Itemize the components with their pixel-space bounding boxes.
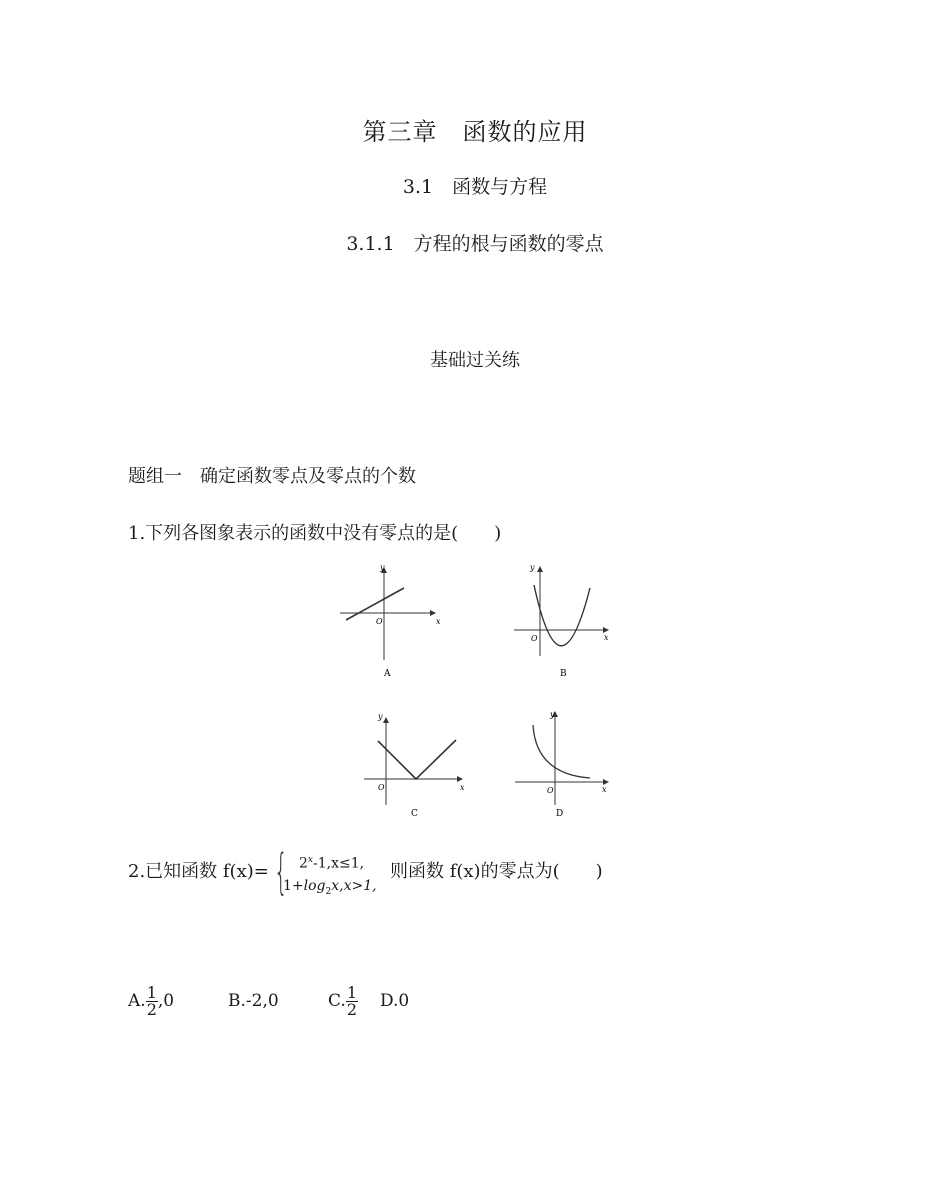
graph-c-y-label: y — [378, 712, 383, 721]
graph-a-y-label: y — [380, 563, 385, 572]
piecewise-top: $2^x-1,x\le 1$, — [299, 855, 365, 872]
graph-c-origin: O — [378, 783, 385, 792]
graph-b-y-label: y — [530, 563, 535, 572]
graph-c-x-label: x — [460, 783, 465, 792]
graph-a-curve — [346, 588, 404, 620]
graph-b-label: B — [560, 669, 567, 679]
question-2-lead: 2.已知函数 f(x)= — [128, 861, 269, 882]
group-heading: 题组一 确定函数零点及零点的个数 — [128, 466, 416, 487]
graph-a-label: A — [384, 669, 391, 679]
subsection-title: 3.1.1 方程的根与函数的零点 — [346, 233, 604, 255]
question-2-rest: 则函数 f(x)的零点为( ) — [390, 861, 603, 882]
graph-d-label: D — [556, 809, 564, 819]
graph-a-x-label: x — [436, 617, 441, 626]
piecewise-bottom: $1+\log_2x,x>1$, — [283, 878, 377, 897]
graph-a-origin: O — [376, 617, 383, 626]
graph-a — [340, 568, 435, 660]
question-1-graphs — [330, 560, 620, 825]
chapter-title: 第三章 函数的应用 — [362, 118, 588, 146]
graph-d-x-label: x — [602, 785, 607, 794]
graph-c-curve — [378, 740, 456, 779]
option-c-fraction: $\frac{1}{2}$ — [346, 983, 357, 1019]
graph-b-curve — [534, 585, 590, 646]
graph-d — [515, 712, 608, 805]
option-a-fraction: $\frac{1}{2}$ — [146, 983, 157, 1019]
piecewise-brace: { — [274, 844, 288, 900]
question-1-text: 1.下列各图象表示的函数中没有零点的是( ) — [128, 523, 502, 544]
graph-d-y-label: y — [550, 710, 555, 719]
option-b: B.-2,0 — [228, 991, 279, 1011]
graph-b — [514, 567, 608, 656]
practice-heading: 基础过关练 — [430, 350, 520, 371]
graph-c-label: C — [411, 809, 418, 819]
graph-b-origin: O — [531, 634, 538, 643]
option-a: A. $\frac{1}{2}$ ,0 — [128, 983, 175, 1019]
graph-d-origin: O — [547, 786, 554, 795]
section-title: 3.1 函数与方程 — [402, 176, 548, 198]
graph-b-x-label: x — [604, 633, 609, 642]
option-c: C. $\frac{1}{2}$ — [328, 983, 357, 1019]
option-d: D.0 — [380, 991, 410, 1011]
graph-d-curve — [533, 725, 590, 778]
